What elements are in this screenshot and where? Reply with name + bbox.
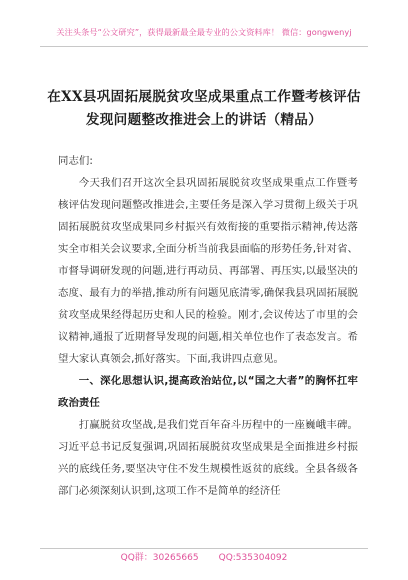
footer-qq-contact: QQ:535304092 [218,553,288,563]
document-title: 在XX县巩固拓展脱贫攻坚成果重点工作暨考核评估发现问题整改推进会上的讲话（精品） [47,89,361,128]
salutation: 同志们: [58,155,93,167]
page-footer [40,548,368,567]
footer-qq-group: QQ群：30265665 [120,553,199,563]
section-paragraph: 打赢脱贫攻坚战,是我们党百年奋斗历程中的一座巍峨丰碑。习近平总书记反复强调,巩固拓展脱贫攻坚成果是全面推进乡村振兴的底线任务,要坚决守住不发生规模性返贫的底线。全县各级各部门必须深刻认识到,这项工作不是简单的经济任 [58,419,358,497]
body-paragraph: 今天我们召开这次全县巩固拓展脱贫攻坚成果重点工作暨考核评估发现问题整改推进会,主要任务是深入学习贯彻上级关于巩固拓展脱贫攻坚成果同乡村振兴有效衔接的重要指示精神,传达落实全市相关会议要求,全面分析当前我县面临的形势任务,针对省、市督导调研发现的问题,进行再动员、再部署、再压实,以最坚决的态度、最有力的举措,推动所有问题见底清零,确保我县巩固拓展脱贫攻坚成果经得起历史和人民的检验。刚才,会议传达了市里的会议精神,通报了近期督导发现的问题,相关单位也作了表态发言。希望大家认真领会,抓好落实。下面,我讲四点意见。 [58,177,358,365]
document-body [58,150,358,502]
section-heading: 一、深化思想认识,提高政治站位,以“国之大者”的胸怀扛牢政治责任 [58,375,358,409]
page-header [40,20,368,47]
header-promo-text: 关注头条号“公文研究”，获得最新最全最专业的公文资料库！ 微信：gongwenyj [56,27,352,37]
